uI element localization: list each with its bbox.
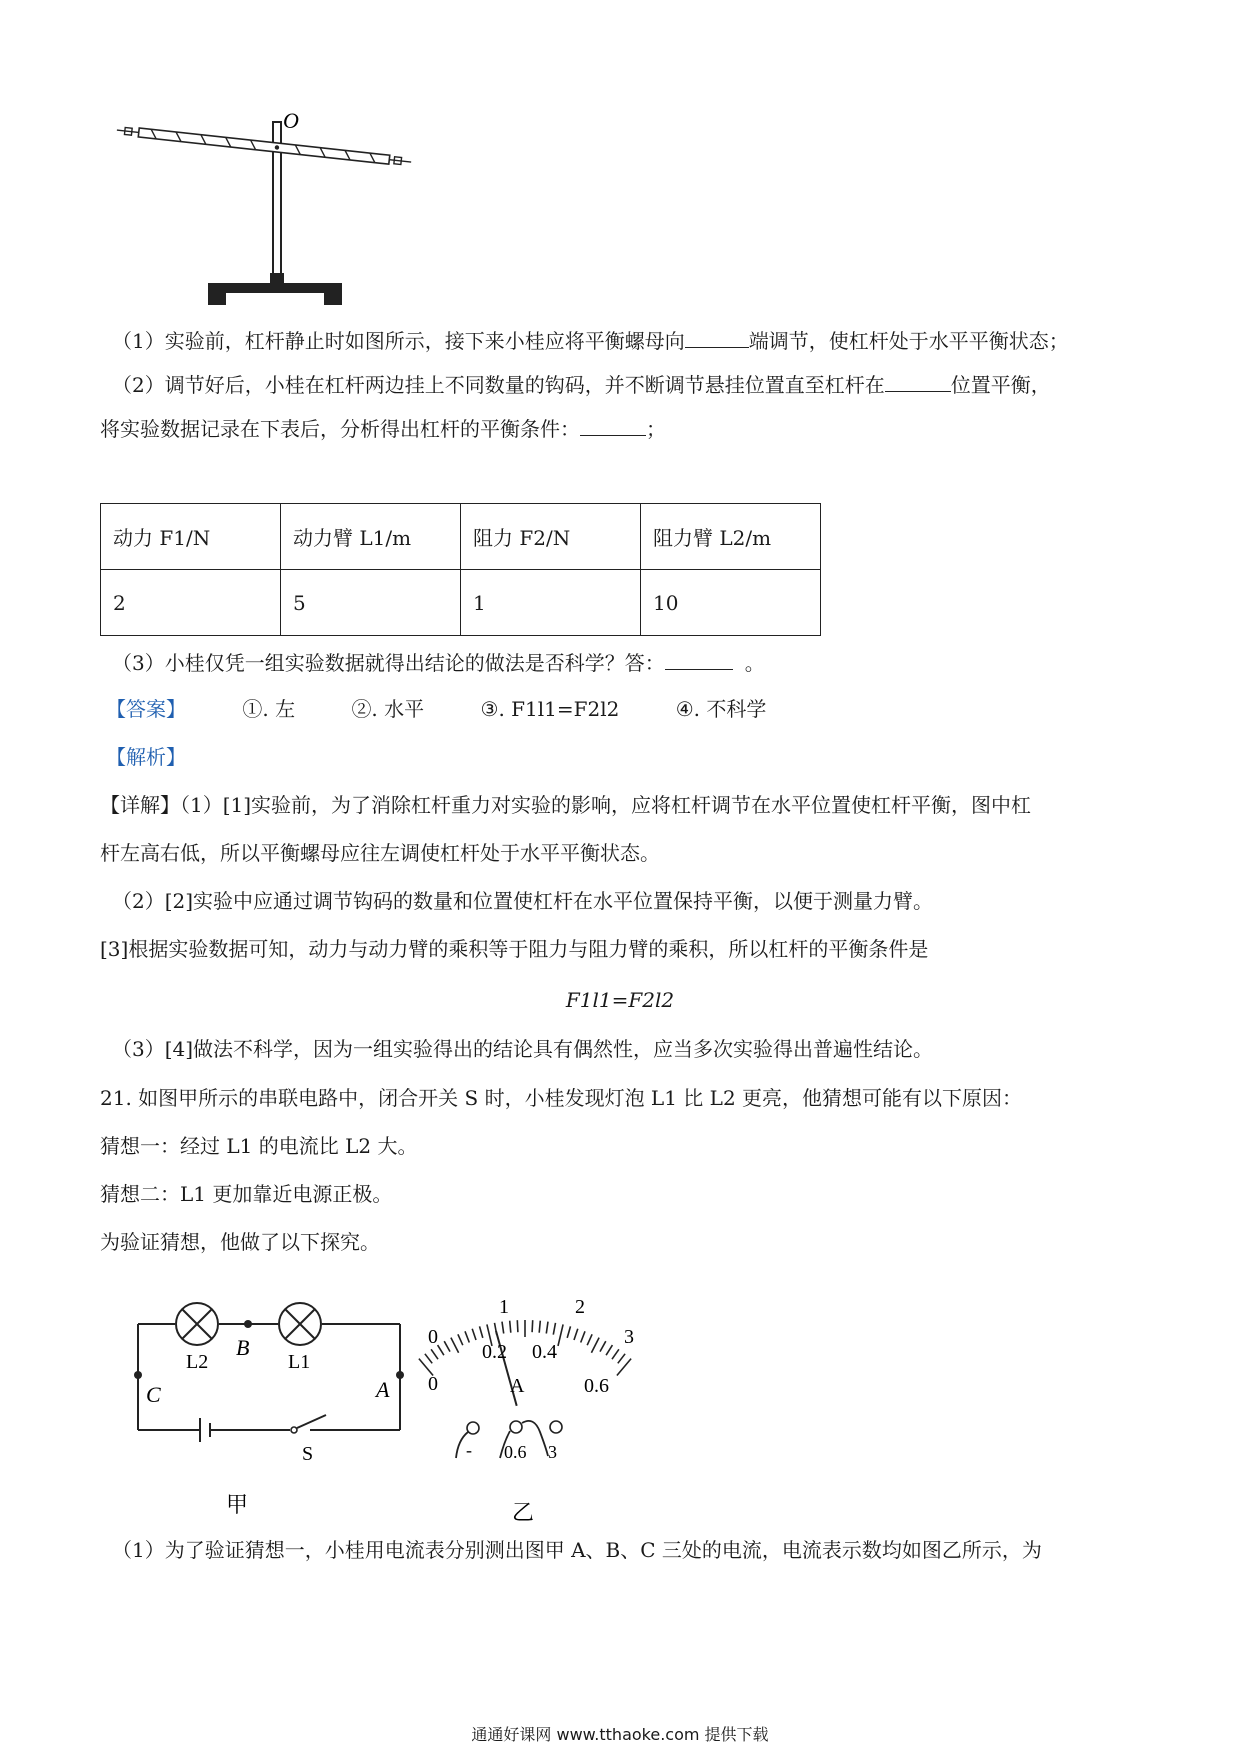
scale-tick	[591, 1338, 599, 1353]
scale-top-3: 3	[624, 1326, 634, 1348]
scale-bottom-2: 0.4	[532, 1341, 557, 1363]
page-footer: 通通好课网 www.tthaoke.com 提供下载	[471, 1725, 769, 1744]
label-b: B	[236, 1335, 250, 1360]
scale-tick	[587, 1334, 592, 1345]
scale-tick	[431, 1349, 438, 1359]
detail-line-4: [3]根据实验数据可知，动力与动力臂的乘积等于阻力与阻力臂的乘积，所以杠杆的平衡条件是	[100, 937, 929, 961]
label-a: A	[376, 1377, 390, 1402]
ammeter-figure	[430, 1280, 730, 1530]
junction-c	[134, 1371, 142, 1379]
circuit-figure	[130, 1280, 420, 1520]
terminal-0-6	[500, 1421, 527, 1462]
scale-tick	[465, 1331, 469, 1342]
answer-item: ④. 不科学	[675, 697, 767, 721]
scale-tick	[618, 1354, 625, 1364]
scale-tick	[574, 1329, 578, 1340]
balance-formula: F1l1=F2l2	[565, 988, 675, 1012]
scale-tick	[612, 1349, 619, 1359]
scale-top-0: 0	[428, 1326, 438, 1348]
detail-line-3: （2）[2]实验中应通过调节钩码的数量和位置使杠杆在水平位置保持平衡，以便于测量力臂。	[112, 889, 934, 913]
scale-bottom-0: 0	[428, 1373, 438, 1395]
svg-text:-: -	[466, 1440, 472, 1460]
table-header-cell: 动力 F1/N	[101, 504, 281, 570]
scale-tick	[472, 1329, 476, 1340]
answer-item: ①. 左	[242, 697, 296, 721]
table-cell: 2	[101, 570, 281, 636]
lever-figure	[120, 110, 450, 340]
q21-part1: （1）为了验证猜想一，小桂用电流表分别测出图甲 A、B、C 三处的电流，电流表示数均如图乙所示，为	[112, 1538, 1042, 1562]
scale-top-1: 1	[499, 1296, 509, 1318]
scale-tick	[438, 1345, 444, 1355]
table-cell: 1	[461, 570, 641, 636]
ammeter-scale	[419, 1320, 631, 1376]
scale-tick	[532, 1320, 533, 1332]
scale-tick	[553, 1323, 555, 1335]
scale-tick	[510, 1321, 511, 1333]
q21-stem: 21. 如图甲所示的串联电路中，闭合开关 S 时，小桂发现灯泡 L1 比 L2 更亮，他猜想可能有以下原因：	[100, 1086, 1023, 1110]
analysis-label: 【解析】	[106, 745, 186, 769]
q20-part2: （2）调节好后，小桂在杠杆两边挂上不同数量的钩码，并不断调节悬挂位置直至杠杆在 位置平衡，	[112, 373, 1051, 397]
q21-guess-1: 猜想一：经过 L1 的电流比 L2 大。	[100, 1134, 418, 1158]
scale-tick	[606, 1345, 612, 1355]
scale-top-2: 2	[575, 1296, 585, 1318]
terminal-negative	[456, 1422, 479, 1460]
table-cell: 10	[641, 570, 821, 636]
scale-bottom-1: 0.2	[482, 1341, 507, 1363]
terminal-3	[522, 1421, 562, 1462]
table-cell: 5	[281, 570, 461, 636]
detail-line-2: 杆左高右低，所以平衡螺母应往左调使杠杆处于水平平衡状态。	[100, 841, 660, 865]
table-row	[101, 570, 821, 636]
table-header-cell: 阻力 F2/N	[461, 504, 641, 570]
label-s: S	[302, 1443, 314, 1465]
q20-part3: （3）小桂仅凭一组实验数据就得出结论的做法是否科学？答： 。	[112, 651, 765, 675]
junction-b	[244, 1320, 252, 1328]
scale-tick	[567, 1326, 570, 1338]
scale-tick	[444, 1341, 450, 1351]
detail-line-1: 【详解】（1）[1]实验前，为了消除杠杆重力对实验的影响，应将杠杆调节在水平位置使杠杆平衡，图中杠	[100, 793, 1032, 817]
answer-blank-3[interactable]	[580, 417, 646, 436]
table-header-cell: 动力臂 L1/m	[281, 504, 461, 570]
q20-part1: （1）实验前，杠杆静止时如图所示，接下来小桂应将平衡螺母向 端调节，使杠杆处于水平平衡状态；	[112, 329, 1069, 353]
lamp-l1	[279, 1303, 321, 1345]
lever-bar	[116, 126, 411, 167]
answer-line	[106, 696, 766, 722]
unit-label: A	[510, 1375, 525, 1397]
scale-tick	[539, 1321, 540, 1333]
scale-tick	[558, 1324, 563, 1346]
answer-blank-1[interactable]	[685, 329, 749, 348]
scale-tick	[517, 1320, 518, 1332]
battery-symbol	[200, 1418, 210, 1442]
pivot-label: O	[283, 108, 299, 133]
answer-label: 【答案】	[106, 697, 186, 721]
detail-line-5: （3）[4]做法不科学，因为一组实验得出的结论具有偶然性，应当多次实验得出普遍性结论。	[112, 1037, 934, 1061]
scale-tick	[480, 1326, 483, 1338]
scale-tick	[546, 1322, 548, 1334]
lever-data-table	[100, 503, 821, 636]
q21-guess-2: 猜想二：L1 更加靠近电源正极。	[100, 1182, 393, 1206]
scale-bottom-3: 0.6	[584, 1375, 609, 1397]
caption-yi: 乙	[512, 1500, 535, 1525]
scale-tick	[581, 1331, 585, 1342]
caption-jia: 甲	[226, 1492, 249, 1517]
svg-text:3: 3	[548, 1442, 557, 1462]
table-header-cell: 阻力臂 L2/m	[641, 504, 821, 570]
junction-a	[396, 1371, 404, 1379]
label-l1: L1	[288, 1351, 311, 1373]
q20-part2-cont: 将实验数据记录在下表后，分析得出杠杆的平衡条件： ；	[100, 417, 666, 441]
detail-label: 【详解】	[100, 793, 180, 817]
scale-tick	[502, 1322, 504, 1334]
answer-blank-4[interactable]	[665, 651, 733, 670]
answer-blank-2[interactable]	[885, 373, 951, 392]
svg-text:0.6: 0.6	[504, 1442, 527, 1462]
label-l2: L2	[186, 1351, 209, 1373]
q21-intro: 为验证猜想，他做了以下探究。	[100, 1230, 380, 1254]
label-c: C	[146, 1382, 161, 1407]
scale-tick	[425, 1354, 432, 1364]
answer-item: ③. F1l1=F2l2	[480, 697, 620, 721]
table-header-row	[101, 504, 821, 570]
scale-tick	[600, 1341, 606, 1351]
answer-item: ②. 水平	[351, 697, 425, 721]
lamp-l2	[176, 1303, 218, 1345]
scale-tick	[451, 1338, 459, 1353]
scale-tick	[458, 1334, 463, 1345]
